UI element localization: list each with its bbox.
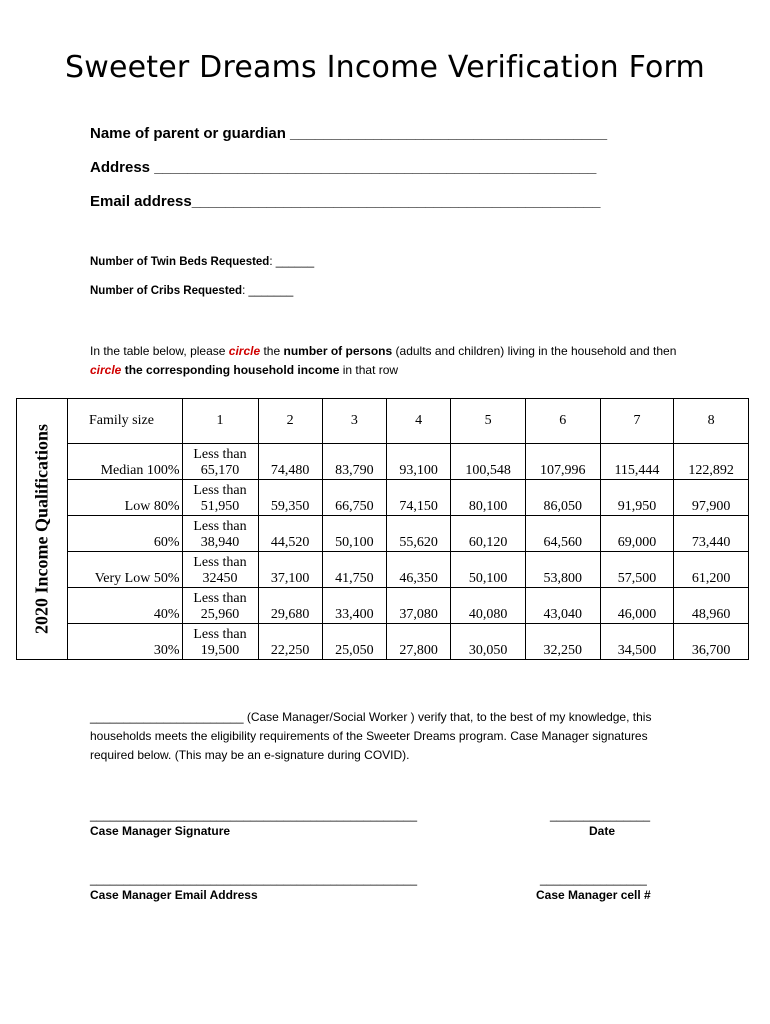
income-cell[interactable]: 122,892 <box>674 443 749 479</box>
income-cell[interactable]: 97,900 <box>674 479 749 515</box>
income-cell[interactable]: Less than 25,960 <box>182 587 258 623</box>
income-cell[interactable]: 74,150 <box>387 479 451 515</box>
income-cell[interactable]: 74,480 <box>258 443 322 479</box>
income-cell[interactable]: 34,500 <box>600 623 674 659</box>
family-size-6[interactable]: 6 <box>525 399 600 443</box>
income-cell[interactable]: 80,100 <box>451 479 526 515</box>
cell-line[interactable]: ________________ <box>540 872 647 886</box>
income-cell[interactable]: 27,800 <box>387 623 451 659</box>
income-cell[interactable]: 41,750 <box>322 551 386 587</box>
income-cell[interactable]: 93,100 <box>387 443 451 479</box>
income-cell[interactable]: 53,800 <box>525 551 600 587</box>
row-label: Median 100% <box>67 443 182 479</box>
row-label: 60% <box>67 515 182 551</box>
cribs-request[interactable] <box>90 285 293 297</box>
income-cell[interactable]: 55,620 <box>387 515 451 551</box>
cell-label: Case Manager cell # <box>536 888 651 902</box>
twin-beds-blank[interactable]: : ______ <box>269 256 315 268</box>
income-cell[interactable]: 30,050 <box>451 623 526 659</box>
table-instructions: In the table below, please circle the number of persons (adults and children) living in the household and then circle the corresponding household income in that row <box>90 344 677 377</box>
family-size-7[interactable]: 7 <box>600 399 674 443</box>
cribs-label: Number of Cribs Requested <box>90 285 243 297</box>
family-size-3[interactable]: 3 <box>322 399 386 443</box>
address-field[interactable]: Address _____________________________________________________ <box>90 159 597 176</box>
income-cell[interactable]: 43,040 <box>525 587 600 623</box>
signature-label: Case Manager Signature <box>90 824 231 838</box>
income-grid <box>67 399 749 660</box>
signature-line[interactable]: _________________________________________________ <box>90 808 418 822</box>
row-label: Low 80% <box>67 479 182 515</box>
income-cell[interactable]: 36,700 <box>674 623 749 659</box>
parent-name-field[interactable]: Name of parent or guardian ______________________________________ <box>90 125 608 142</box>
family-size-1[interactable]: 1 <box>182 399 258 443</box>
income-cell[interactable]: 29,680 <box>258 587 322 623</box>
income-cell[interactable]: 50,100 <box>451 551 526 587</box>
income-cell[interactable]: 91,950 <box>600 479 674 515</box>
income-cell[interactable]: 44,520 <box>258 515 322 551</box>
twin-beds-request[interactable] <box>90 256 314 268</box>
side-band <box>17 399 68 659</box>
income-cell[interactable]: 37,100 <box>258 551 322 587</box>
income-cell[interactable]: 57,500 <box>600 551 674 587</box>
income-cell[interactable]: 46,000 <box>600 587 674 623</box>
income-cell[interactable]: 100,548 <box>451 443 526 479</box>
family-size-header: Family size <box>67 399 182 443</box>
income-cell[interactable]: Less than 38,940 <box>182 515 258 551</box>
income-row-40 <box>67 587 749 623</box>
header-row <box>67 399 749 443</box>
date-label: Date <box>589 824 616 838</box>
family-size-5[interactable]: 5 <box>451 399 526 443</box>
income-cell[interactable]: 37,080 <box>387 587 451 623</box>
income-cell[interactable]: 22,250 <box>258 623 322 659</box>
income-cell[interactable]: 32,250 <box>525 623 600 659</box>
income-row-low-80 <box>67 479 749 515</box>
income-cell[interactable]: 73,440 <box>674 515 749 551</box>
family-size-4[interactable]: 4 <box>387 399 451 443</box>
income-cell[interactable]: 115,444 <box>600 443 674 479</box>
email-address-label: Case Manager Email Address <box>90 888 258 902</box>
income-cell[interactable]: 59,350 <box>258 479 322 515</box>
income-cell[interactable]: 25,050 <box>322 623 386 659</box>
row-label: 30% <box>67 623 182 659</box>
income-row-30 <box>67 623 749 659</box>
form-title: Sweeter Dreams Income Verification Form <box>65 50 705 85</box>
income-cell[interactable]: Less than 32450 <box>182 551 258 587</box>
income-cell[interactable]: Less than 51,950 <box>182 479 258 515</box>
income-cell[interactable]: 66,750 <box>322 479 386 515</box>
income-row-very-low-50 <box>67 551 749 587</box>
income-cell[interactable]: 60,120 <box>451 515 526 551</box>
income-cell[interactable]: 33,400 <box>322 587 386 623</box>
family-size-2[interactable]: 2 <box>258 399 322 443</box>
income-qualifications-label: 2020 Income Qualifications <box>31 424 52 634</box>
income-cell[interactable]: Less than 19,500 <box>182 623 258 659</box>
income-cell[interactable]: 46,350 <box>387 551 451 587</box>
date-line[interactable]: _______________ <box>550 808 651 822</box>
email-field[interactable]: Email address_________________________________________________ <box>90 193 601 210</box>
income-cell[interactable]: 48,960 <box>674 587 749 623</box>
income-cell[interactable]: 86,050 <box>525 479 600 515</box>
row-label: Very Low 50% <box>67 551 182 587</box>
income-cell[interactable]: 83,790 <box>322 443 386 479</box>
verification-statement: _______________________ (Case Manager/Social Worker ) verify that, to the best of my knowledge, this households meets the eligibility requirements of the Sweeter Dreams program. Case Manager signatures required below. (This may be an e-signature during COVID). <box>90 710 652 762</box>
income-row-median <box>67 443 749 479</box>
email-line[interactable]: _________________________________________________ <box>90 872 418 886</box>
income-cell[interactable]: 107,996 <box>525 443 600 479</box>
cribs-blank[interactable]: : _______ <box>242 285 294 297</box>
income-table <box>16 398 749 660</box>
income-cell[interactable]: 69,000 <box>600 515 674 551</box>
income-cell[interactable]: Less than 65,170 <box>182 443 258 479</box>
income-row-60 <box>67 515 749 551</box>
income-cell[interactable]: 61,200 <box>674 551 749 587</box>
twin-beds-label: Number of Twin Beds Requested <box>90 256 270 268</box>
family-size-8[interactable]: 8 <box>674 399 749 443</box>
row-label: 40% <box>67 587 182 623</box>
income-cell[interactable]: 40,080 <box>451 587 526 623</box>
income-cell[interactable]: 64,560 <box>525 515 600 551</box>
income-cell[interactable]: 50,100 <box>322 515 386 551</box>
